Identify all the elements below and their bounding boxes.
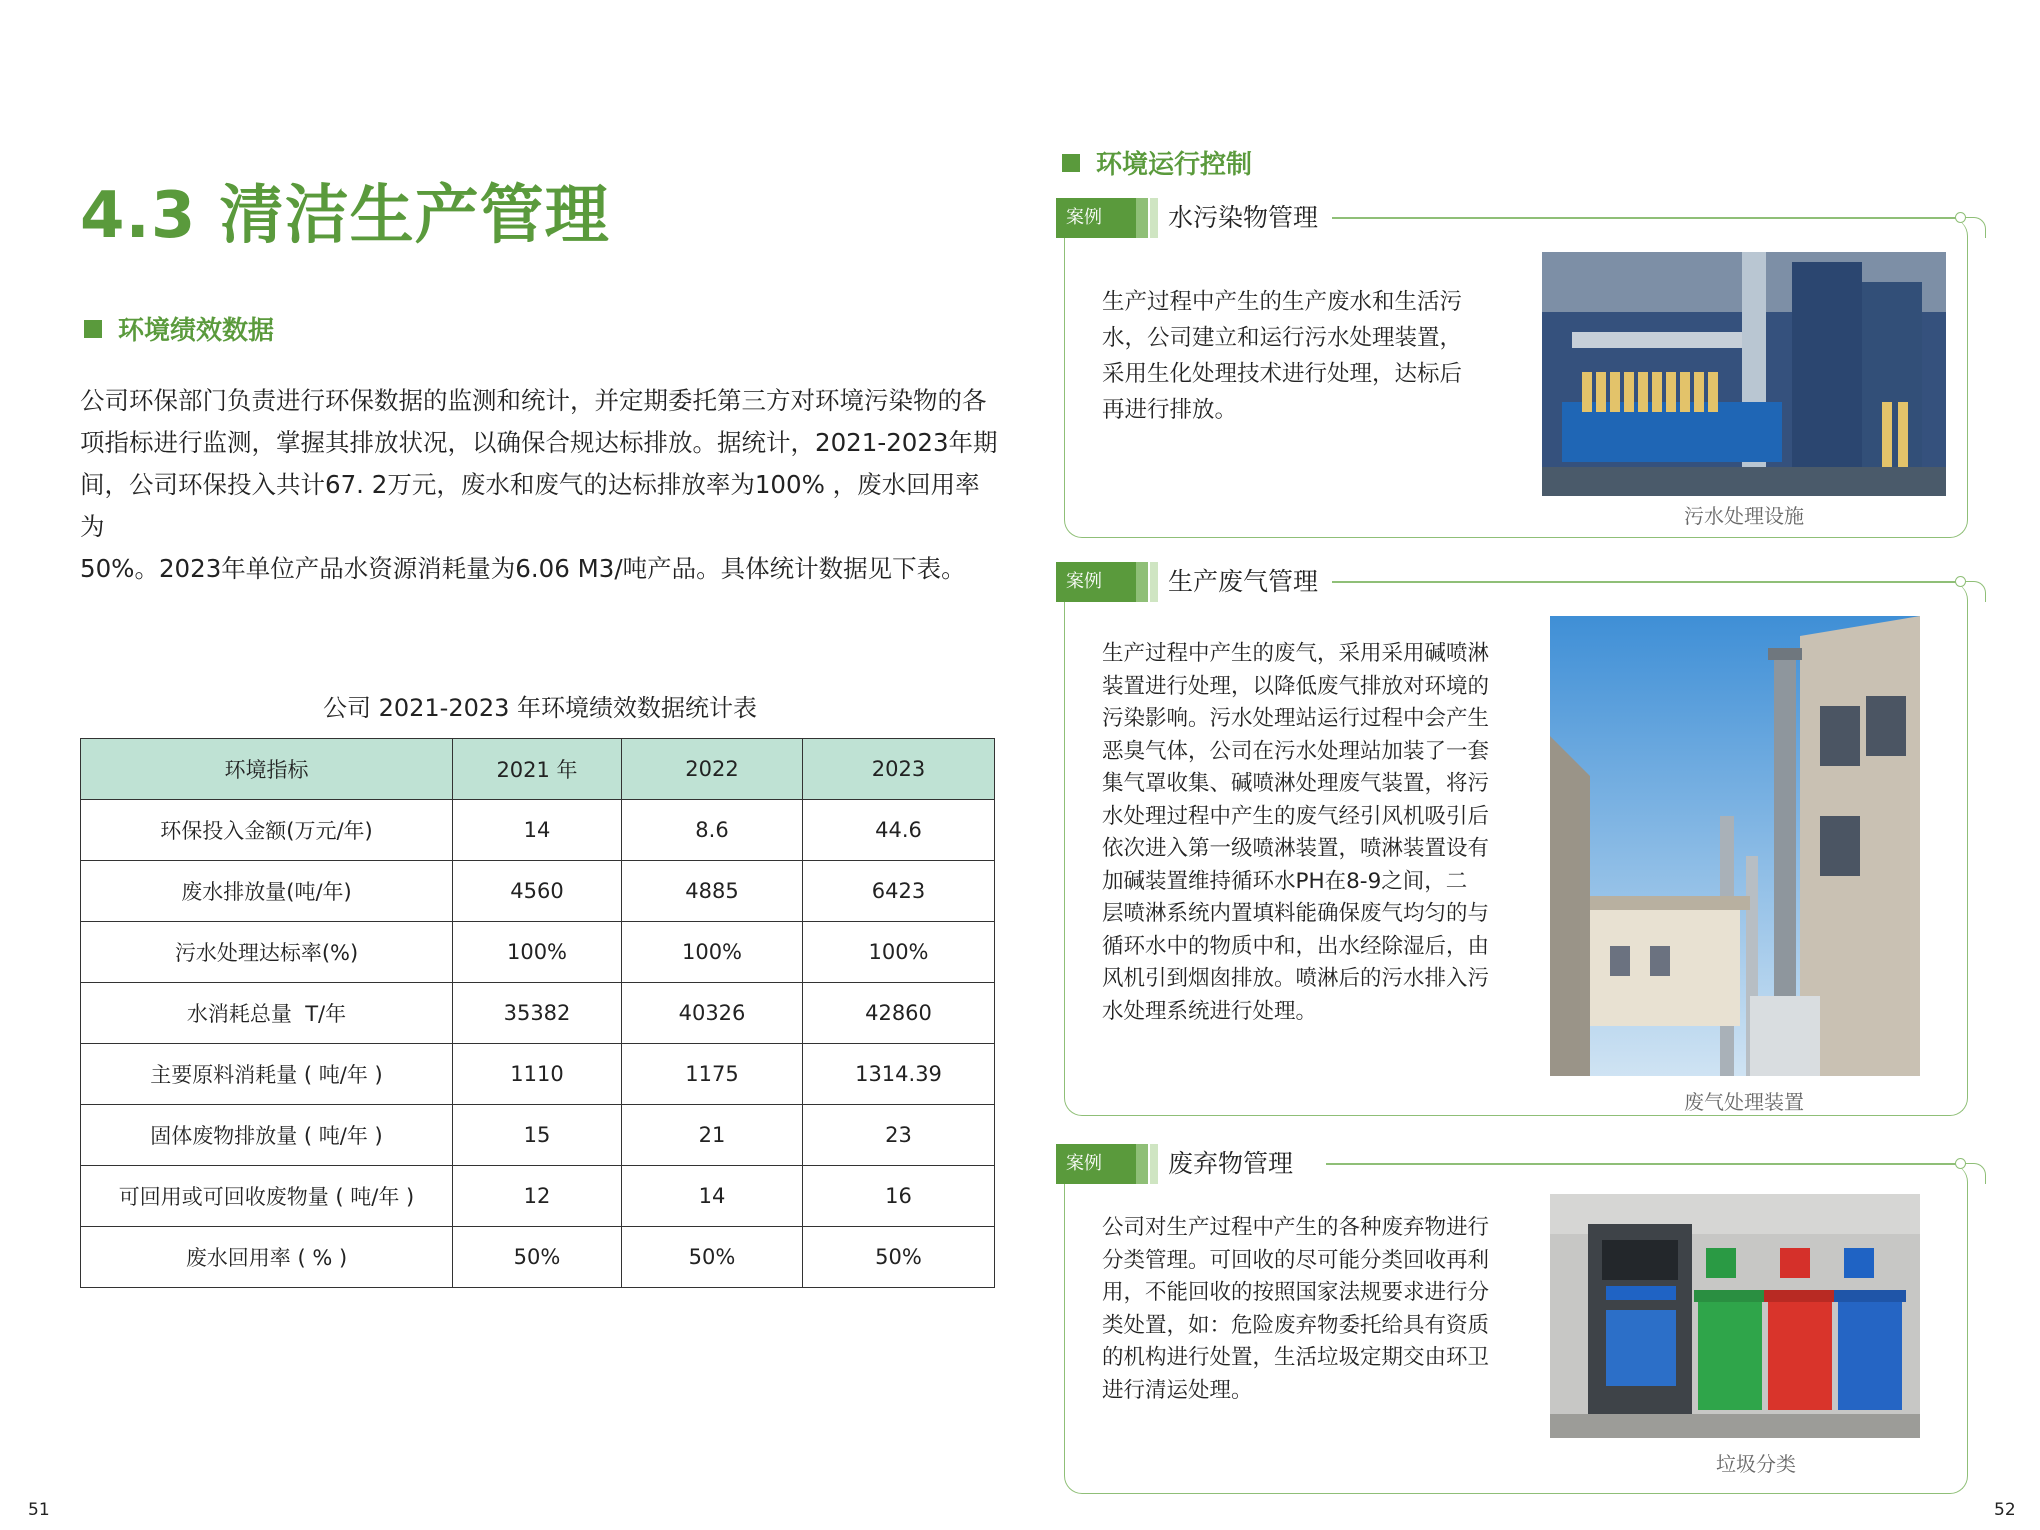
table-cell: 15 [453, 1105, 622, 1166]
table-cell: 水消耗总量 T/年 [81, 983, 453, 1044]
table-header-row [81, 739, 995, 800]
case-text-line: 公司对生产过程中产生的各种废弃物进行 [1102, 1215, 1490, 1240]
wastewater-facility-photo [1542, 252, 1946, 496]
table-cell: 12 [453, 1166, 622, 1227]
case-text-line: 类处置，如：危险废弃物委托给具有资质 [1102, 1312, 1490, 1338]
table-cell: 4885 [622, 861, 803, 922]
table-header-cell: 2023 [803, 739, 995, 800]
case-header-line [1326, 581, 1956, 583]
table-cell: 1314.39 [803, 1044, 995, 1105]
case-text-water [1102, 284, 1542, 428]
case-text-line: 生产过程中产生的生产废水和生活污 [1102, 289, 1463, 315]
case-text-line: 恶臭气体，公司在污水处理站加装了一套 [1102, 738, 1490, 764]
case-header-corner [1965, 217, 1986, 238]
table-row [81, 1166, 995, 1227]
case-badge: 案例 [1056, 1144, 1136, 1184]
case-badge: 案例 [1056, 562, 1136, 602]
case-text-line: 集气罩收集、碱喷淋处理废气装置，将污 [1102, 771, 1490, 796]
table-row [81, 983, 995, 1044]
case-header-waste [1056, 1144, 1986, 1184]
table-cell: 6423 [803, 861, 995, 922]
table-cell: 100% [803, 922, 995, 983]
table-row [81, 922, 995, 983]
case-text-waste [1102, 1212, 1562, 1407]
table-cell: 14 [622, 1166, 803, 1227]
badge-stripe [1136, 198, 1148, 238]
case-header-line [1326, 217, 1956, 219]
case-text-line: 层喷淋系统内置填料能确保废气均匀的与 [1102, 901, 1490, 926]
intro-line: 项指标进行监测，掌握其排放状况，以确保合规达标排放。据统计，2021-2023年期 [80, 428, 998, 457]
table-cell: 40326 [622, 983, 803, 1044]
waste-sorting-photo [1550, 1194, 1920, 1438]
case-header-dot-icon [1955, 212, 1966, 223]
table-cell: 21 [622, 1105, 803, 1166]
table-cell: 50% [622, 1227, 803, 1288]
table-cell: 废水回用率 ( % ) [81, 1227, 453, 1288]
table-cell: 4560 [453, 861, 622, 922]
table-header-cell: 环境指标 [81, 739, 453, 800]
square-bullet-icon [1062, 154, 1080, 172]
table-cell: 1175 [622, 1044, 803, 1105]
case-text-exhaust [1102, 638, 1562, 1028]
table-title: 公司 2021-2023 年环境绩效数据统计表 [322, 694, 758, 722]
table-cell: 100% [453, 922, 622, 983]
table-cell: 100% [622, 922, 803, 983]
table-cell: 16 [803, 1166, 995, 1227]
table-cell: 污水处理达标率(%) [81, 922, 453, 983]
square-bullet-icon [84, 320, 102, 338]
case-header-corner [1965, 581, 1986, 602]
table-cell: 固体废物排放量 ( 吨/年 ) [81, 1105, 453, 1166]
badge-stripe [1136, 1144, 1148, 1184]
table-cell: 44.6 [803, 800, 995, 861]
table-cell: 废水排放量(吨/年) [81, 861, 453, 922]
wastewater-facility-illustration [1542, 252, 1946, 496]
table-cell: 50% [803, 1227, 995, 1288]
intro-paragraph [80, 380, 1000, 590]
case-text-line: 装置进行处理，以降低废气排放对环境的 [1102, 673, 1490, 699]
case-text-line: 依次进入第一级喷淋装置，喷淋装置设有 [1102, 836, 1490, 861]
table-row [81, 800, 995, 861]
badge-stripe [1150, 198, 1158, 238]
badge-stripe [1136, 562, 1148, 602]
page-number-right: 52 [1994, 1500, 2016, 1520]
intro-line: 50%。2023年单位产品水资源消耗量为6.06 M3/吨产品。具体统计数据见下表。 [80, 554, 966, 583]
case-header-dot-icon [1955, 1158, 1966, 1169]
case-header-corner [1965, 1163, 1986, 1184]
case-text-line: 风机引到烟囱排放。喷淋后的污水排入污 [1102, 966, 1490, 991]
case-title: 生产废气管理 [1158, 562, 1332, 602]
page-number-left: 51 [28, 1500, 50, 1520]
photo-caption: 垃圾分类 [1716, 1452, 1796, 1476]
exhaust-device-illustration [1550, 616, 1920, 1076]
case-header-water [1056, 198, 1986, 238]
case-title: 水污染物管理 [1158, 198, 1332, 238]
table-cell: 8.6 [622, 800, 803, 861]
table-row [81, 1227, 995, 1288]
case-text-line: 再进行排放。 [1102, 397, 1238, 423]
table-cell: 42860 [803, 983, 995, 1044]
table-cell: 35382 [453, 983, 622, 1044]
subheading-text: 环境运行控制 [1096, 150, 1253, 180]
badge-stripe [1150, 562, 1158, 602]
badge-stripe [1150, 1144, 1158, 1184]
case-text-line: 用，不能回收的按照国家法规要求进行分 [1102, 1280, 1490, 1305]
case-text-line: 循环水中的物质中和，出水经除湿后，由 [1102, 933, 1490, 959]
case-text-line: 水处理系统进行处理。 [1102, 998, 1318, 1024]
case-text-line: 水处理过程中产生的废气经引风机吸引后 [1102, 803, 1490, 829]
table-row [81, 861, 995, 922]
case-header-exhaust [1056, 562, 1986, 602]
intro-line: 公司环保部门负责进行环保数据的监测和统计，并定期委托第三方对环境污染物的各 [80, 386, 987, 415]
case-text-line: 加碱装置维持循环水PH在8-9之间，二 [1102, 868, 1468, 894]
case-header-dot-icon [1955, 576, 1966, 587]
subheading-environment-performance [84, 310, 274, 347]
photo-caption: 污水处理设施 [1684, 504, 1804, 528]
table-cell: 23 [803, 1105, 995, 1166]
subheading-operation-control [1062, 144, 1252, 181]
table-cell: 主要原料消耗量 ( 吨/年 ) [81, 1044, 453, 1105]
case-text-line: 的机构进行处置，生活垃圾定期交由环卫 [1102, 1345, 1490, 1370]
table-cell: 50% [453, 1227, 622, 1288]
table-cell: 可回用或可回收废物量 ( 吨/年 ) [81, 1166, 453, 1227]
exhaust-device-photo [1550, 616, 1920, 1076]
table-cell: 环保投入金额(万元/年) [81, 800, 453, 861]
case-text-line: 采用生化处理技术进行处理，达标后 [1102, 361, 1463, 387]
table-row [81, 1044, 995, 1105]
case-badge: 案例 [1056, 198, 1136, 238]
case-text-line: 分类管理。可回收的尽可能分类回收再利 [1102, 1247, 1490, 1273]
intro-line: 间，公司环保投入共计67. 2万元，废水和废气的达标排放率为100% ，废水回用率为 [80, 470, 980, 541]
table-cell: 14 [453, 800, 622, 861]
subheading-text: 环境绩效数据 [118, 316, 275, 346]
case-title: 废弃物管理 [1158, 1144, 1307, 1184]
table-cell: 1110 [453, 1044, 622, 1105]
case-text-line: 进行清运处理。 [1102, 1377, 1253, 1403]
page-title: 4.3 清洁生产管理 [80, 179, 610, 253]
table-header-cell: 2022 [622, 739, 803, 800]
waste-bins-illustration [1550, 1194, 1920, 1438]
case-text-line: 污染影响。污水处理站运行过程中会产生 [1102, 706, 1490, 731]
table-row [81, 1105, 995, 1166]
case-text-line: 水，公司建立和运行污水处理装置， [1102, 325, 1463, 351]
photo-caption: 废气处理装置 [1684, 1090, 1804, 1114]
performance-table [80, 738, 995, 1288]
case-header-line [1326, 1163, 1956, 1165]
table-header-cell: 2021 年 [453, 739, 622, 800]
case-text-line: 生产过程中产生的废气，采用采用碱喷淋 [1102, 641, 1490, 666]
